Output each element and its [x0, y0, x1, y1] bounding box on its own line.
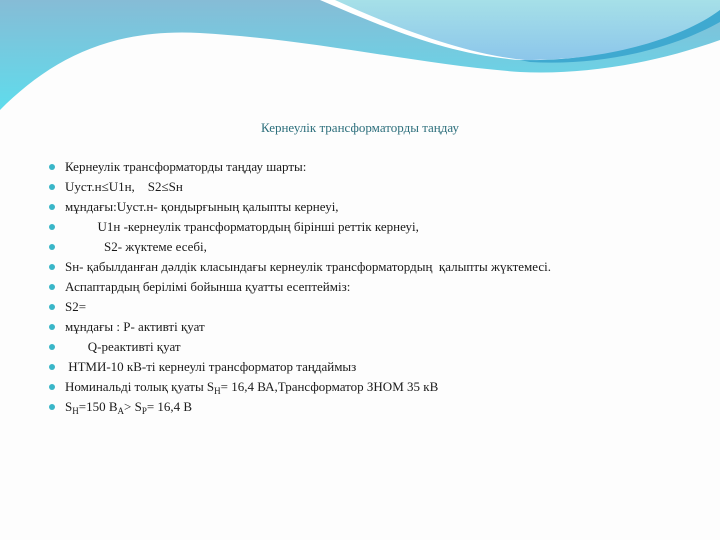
item-text: S [65, 399, 73, 414]
list-item [0, 317, 551, 337]
bullet-icon [49, 224, 55, 230]
list-item [0, 217, 551, 237]
list-item [0, 337, 551, 357]
item-text: > S [124, 399, 142, 414]
subscript-text: Н [72, 406, 79, 416]
list-item [0, 377, 551, 397]
list-item [0, 197, 551, 217]
subscript-text: Н [214, 386, 221, 396]
bullet-icon [49, 324, 55, 330]
item-text: = 16,4 ВА,Трансформатор ЗНОМ 35 кВ [220, 379, 439, 394]
item-text: Аспаптардың берілімі бойынша қуатты есептейміз: [65, 279, 351, 294]
item-text: Sн- қабылданған дәлдік класындағы кернеулік трансформатордың қалыпты жүктемесі. [65, 259, 552, 274]
bullet-icon [49, 204, 55, 210]
item-text: S2= [65, 299, 87, 314]
bullet-icon [49, 384, 55, 390]
item-text: мұндағы:Uуст.н- қондырғының қалыпты кернеуі, [65, 199, 339, 214]
list-item [0, 157, 551, 177]
item-text: Номинальді толық қуаты S [65, 379, 215, 394]
list-item [0, 177, 551, 197]
item-text: Q-реактивті қуат [65, 339, 181, 354]
header-wave-decoration [0, 0, 720, 120]
bullet-icon [49, 284, 55, 290]
slide-title: Кернеулік трансформаторды таңдау [261, 120, 459, 135]
list-item [0, 257, 551, 277]
bullet-icon [49, 404, 55, 410]
list-item [0, 277, 551, 297]
item-text: S2- жүктеме есебі, [65, 239, 207, 254]
item-text: мұндағы : Р- активті қуат [65, 319, 205, 334]
item-text: U1н -кернеулік трансформатордың бірінші реттік кернеуі, [65, 219, 419, 234]
list-item [0, 237, 551, 257]
bullet-icon [49, 264, 55, 270]
subscript-text: А [117, 406, 124, 416]
bullet-icon [49, 244, 55, 250]
item-text: Кернеулік трансформаторды таңдау шарты: [65, 159, 307, 174]
bullet-icon [49, 344, 55, 350]
item-text: =150 В [78, 399, 118, 414]
item-text: НТМИ-10 кВ-ті кернеулі трансформатор таңдаймыз [65, 359, 357, 374]
bullet-icon [49, 304, 55, 310]
item-text: Uуст.н≤U1н, S2≤Sн [65, 179, 183, 194]
item-text: = 16,4 В [146, 399, 193, 414]
list-item [0, 397, 551, 417]
bullet-list [0, 157, 551, 417]
list-item [0, 357, 551, 377]
bullet-icon [49, 184, 55, 190]
bullet-icon [49, 164, 55, 170]
subscript-text: Р [141, 406, 147, 416]
bullet-icon [49, 364, 55, 370]
list-item [0, 297, 551, 317]
